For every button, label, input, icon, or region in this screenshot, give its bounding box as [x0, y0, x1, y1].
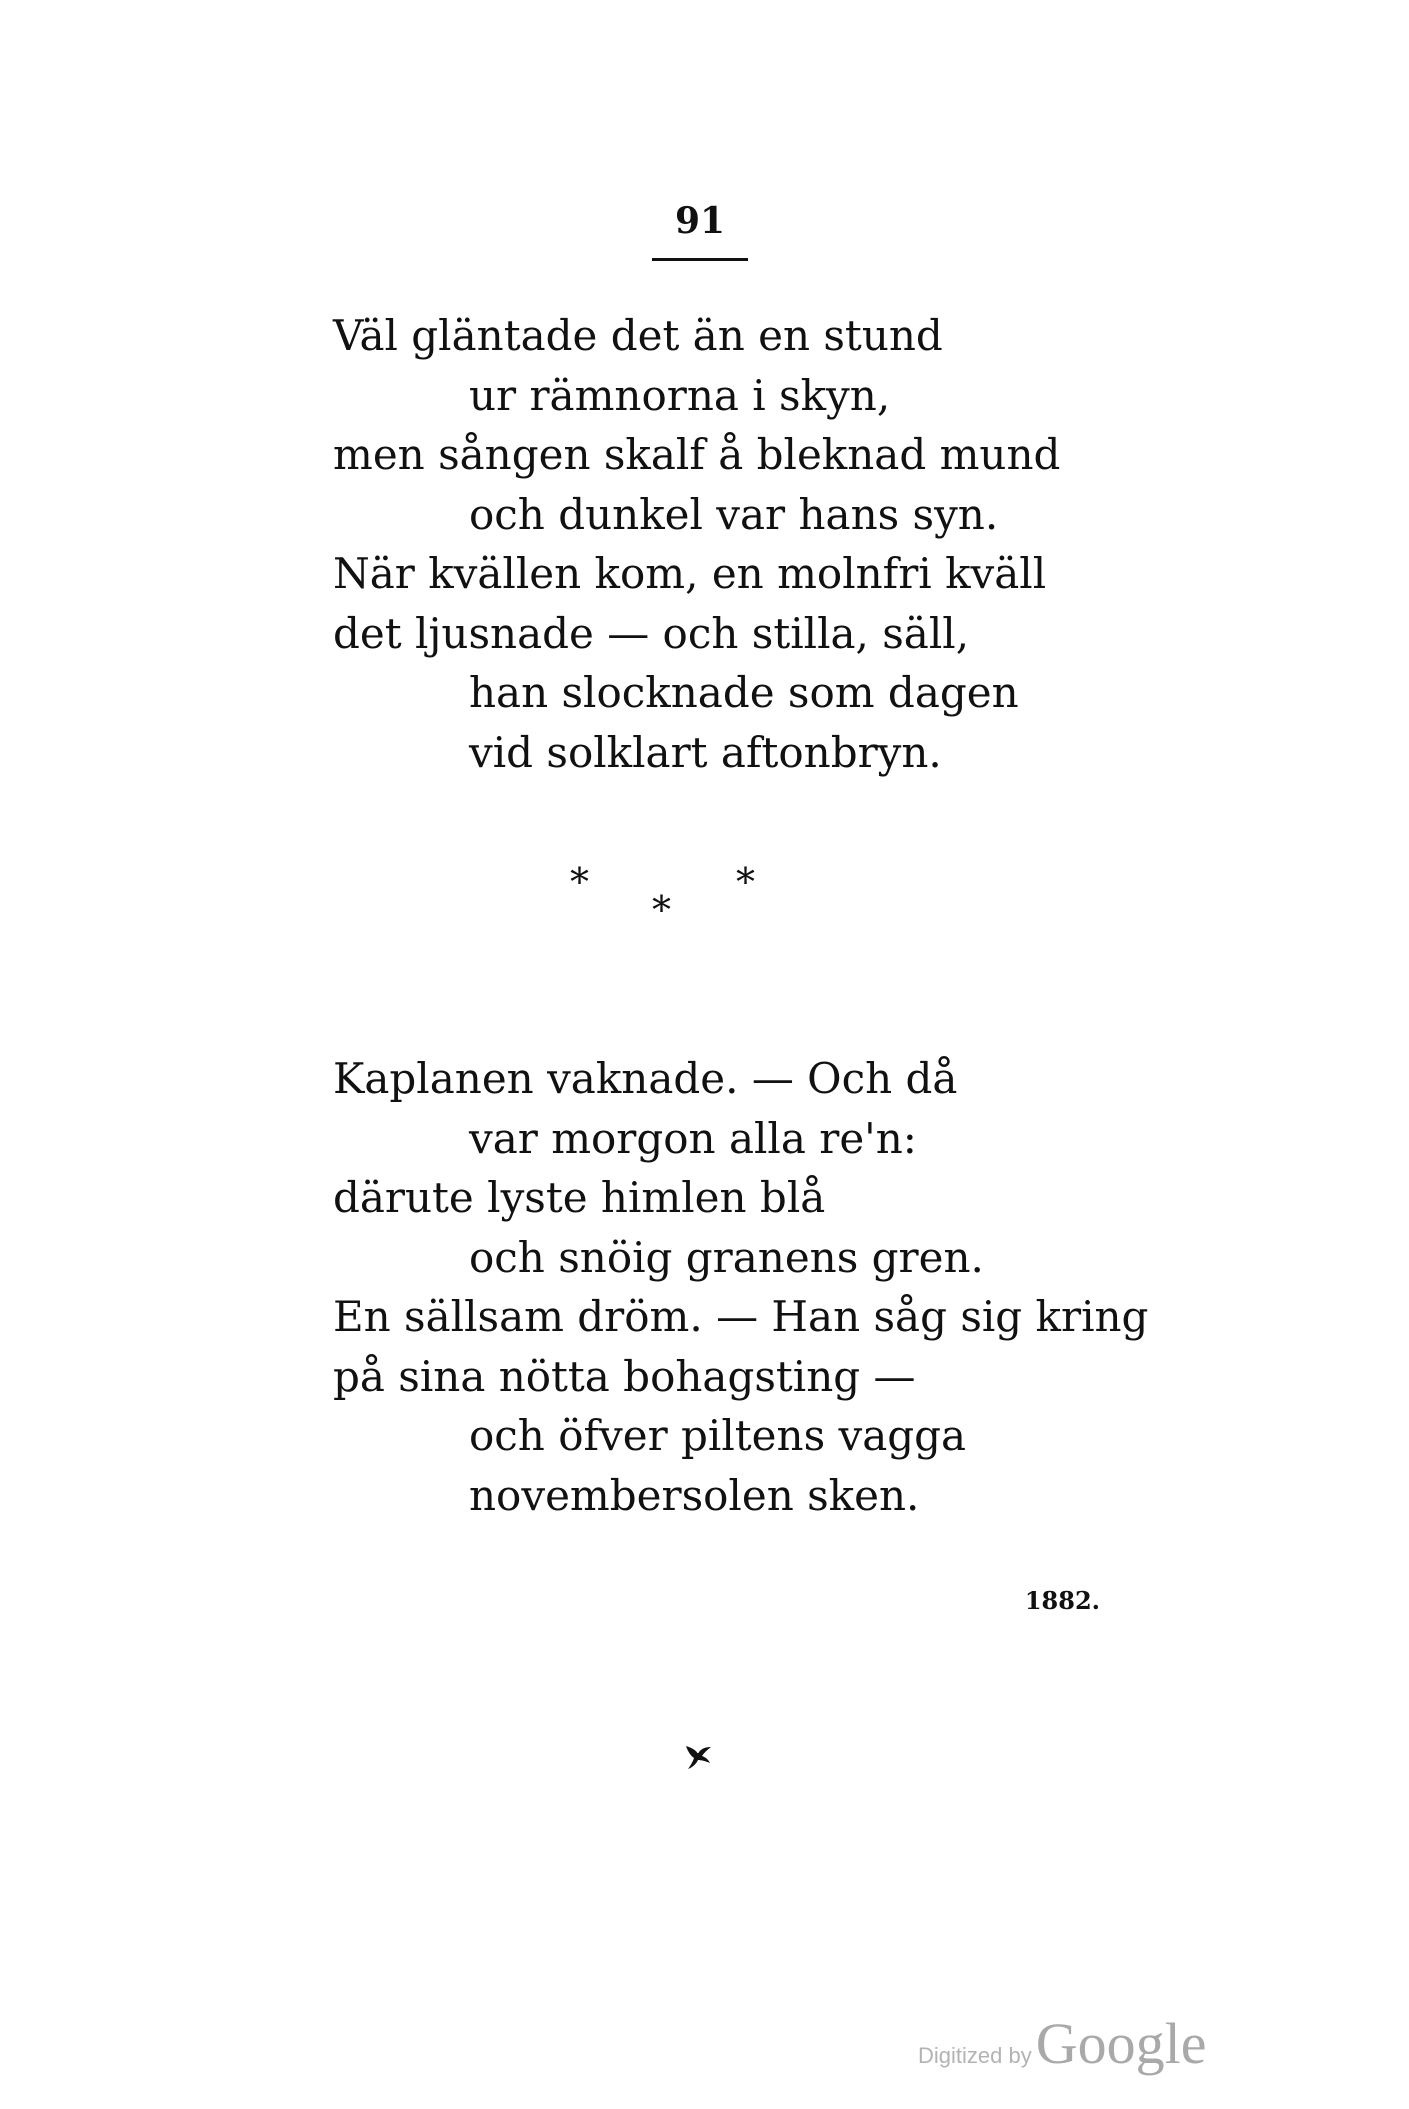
stanza-1-line-4: och dunkel var hans syn. — [469, 489, 999, 539]
asterisk-center: * — [652, 888, 671, 932]
stanza-1-line-8: vid solklart aftonbryn. — [469, 727, 942, 777]
digitized-by-google-watermark — [918, 2010, 1206, 2080]
stanza-2 — [333, 1049, 1148, 1525]
stanza-1-line-5: När kvällen kom, en molnfri kväll — [333, 549, 1047, 598]
year-date: 1882. — [1024, 1586, 1100, 1615]
stanza-2-line-7: och öfver piltens vagga — [469, 1411, 967, 1460]
section-separator — [560, 860, 780, 930]
stanza-1 — [333, 306, 1060, 782]
stanza-1-line-1: Väl gläntade det än en stund — [333, 311, 943, 360]
stanza-2-line-1: Kaplanen vaknade. — Och då — [333, 1054, 958, 1103]
stanza-1-line-2: ur rämnorna i skyn, — [469, 370, 891, 420]
stanza-2-line-4: och snöig granens gren. — [469, 1232, 984, 1282]
stanza-2-line-8: novembersolen sken. — [469, 1470, 920, 1520]
stanza-1-line-7: han slocknade som dagen — [469, 668, 1019, 717]
stanza-1-line-6: det ljusnade — och stilla, säll, — [333, 608, 970, 658]
asterisk-left: * — [570, 860, 589, 904]
header-rule — [652, 258, 748, 261]
stanza-2-line-5: En sällsam dröm. — Han såg sig kring — [333, 1292, 1149, 1341]
digitized-label: Digitized by — [918, 2043, 1032, 2068]
google-wordmark: Google — [1035, 2011, 1207, 2076]
asterisk-right: * — [736, 860, 755, 904]
stanza-1-line-3: men sången skalf å bleknad mund — [333, 430, 1061, 479]
stanza-2-line-2: var morgon alla re'n: — [469, 1113, 917, 1163]
stanza-2-line-3: därute lyste himlen blå — [333, 1173, 826, 1222]
floral-ornament-icon — [680, 1738, 716, 1774]
stanza-2-line-6: på sina nötta bohagsting — — [333, 1351, 916, 1401]
page-number: 91 — [674, 200, 726, 242]
